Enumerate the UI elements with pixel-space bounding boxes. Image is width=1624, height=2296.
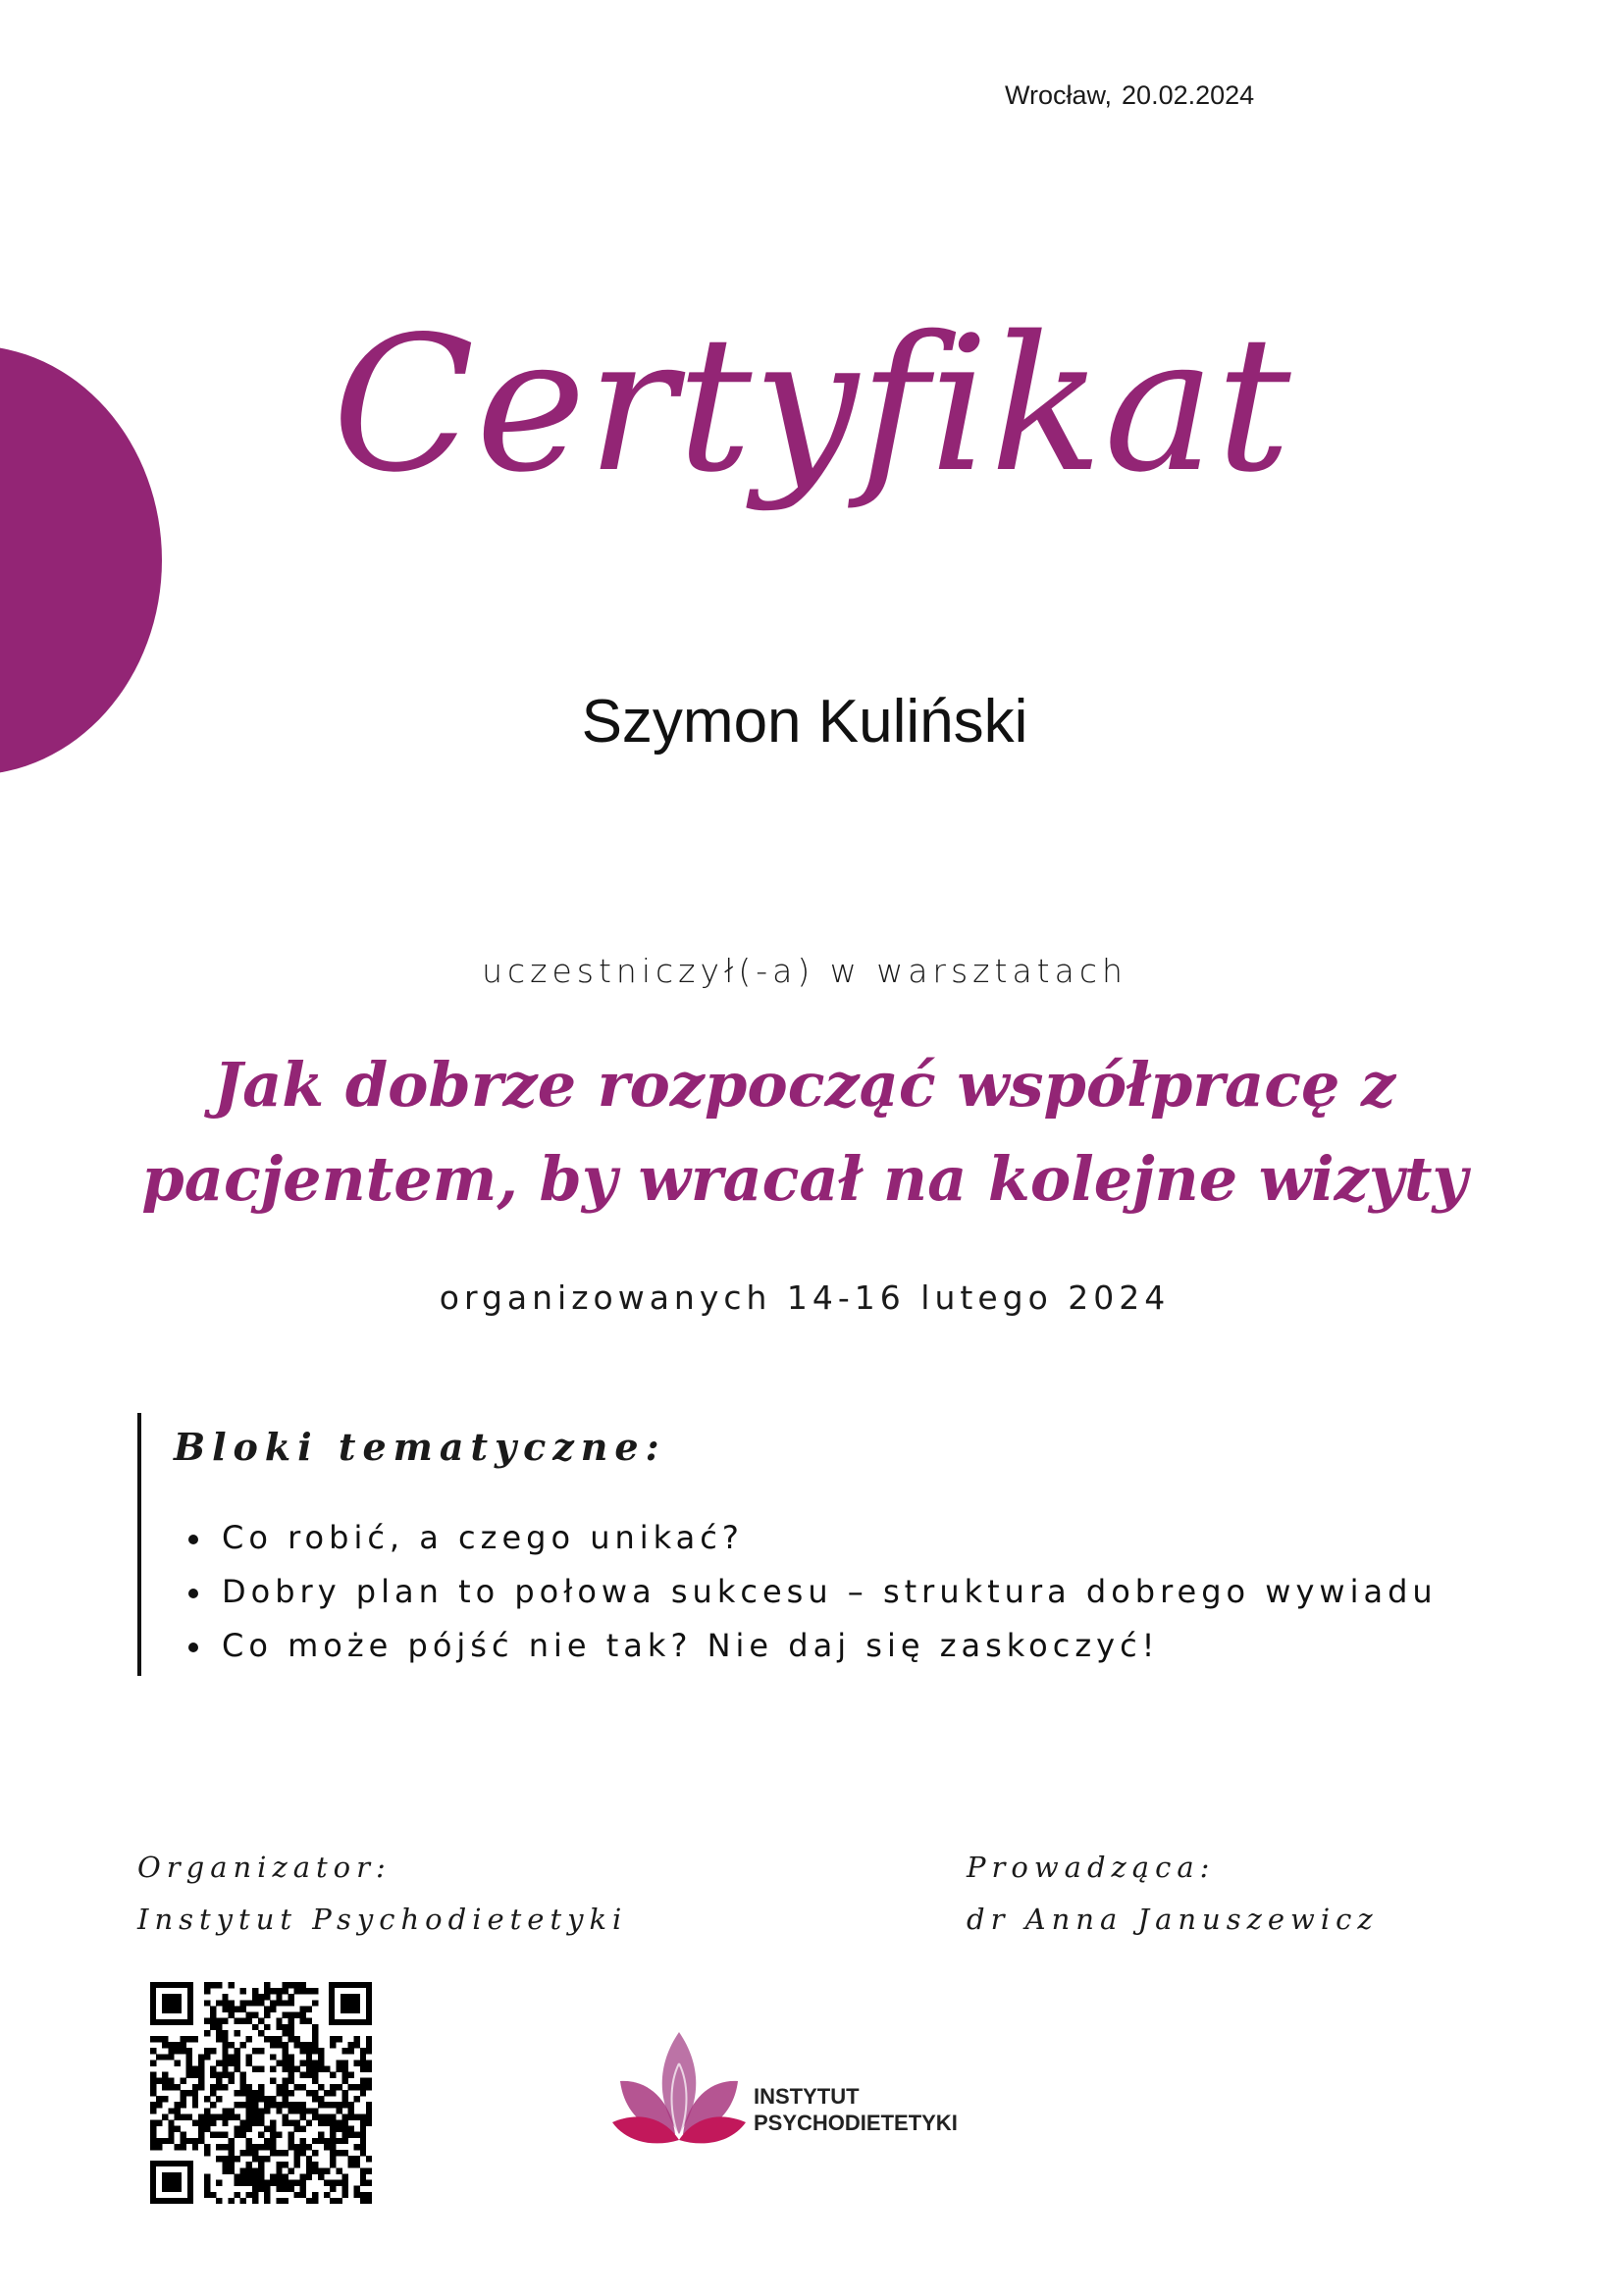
participation-statement: uczestniczył(-a) w warsztatach	[482, 952, 1127, 990]
issue-date-value: 20.02.2024	[1122, 80, 1255, 110]
topic-item: Dobry plan to połowa sukcesu – struktura dobrego wywiadu	[188, 1565, 1438, 1619]
workshop-title-line1: Jak dobrze rozpocząć współpracę z	[213, 1049, 1396, 1121]
qr-code-icon	[150, 1982, 372, 2204]
organizer-block	[137, 1842, 627, 1946]
topic-item: Co robić, a czego unikać?	[188, 1511, 1438, 1565]
logo-line1: INSTYTUT	[754, 2084, 860, 2109]
organizer-name: Instytut Psychodietetyki	[137, 1903, 628, 1936]
issue-city: Wrocław,	[1005, 80, 1113, 110]
lotus-icon	[610, 2024, 748, 2162]
logo-text	[754, 2083, 958, 2136]
topics-heading: Bloki tematyczne:	[174, 1425, 666, 1469]
logo-line2: PSYCHODIETETYKI	[754, 2111, 958, 2135]
topics-section	[137, 1413, 1515, 1676]
host-name: dr Anna Januszewicz	[967, 1903, 1379, 1936]
participant-name: Szymon Kuliński	[581, 688, 1028, 756]
host-block	[967, 1842, 1379, 1946]
host-label: Prowadząca:	[967, 1851, 1216, 1884]
workshop-dates: organizowanych 14-16 lutego 2024	[439, 1278, 1171, 1317]
workshop-title-line2: pacjentem, by wracał na kolejne wizyty	[141, 1143, 1468, 1215]
institute-logo	[610, 2024, 1022, 2162]
topic-item: Co może pójść nie tak? Nie daj się zaskoczyć!	[188, 1619, 1438, 1673]
topics-list	[188, 1511, 1438, 1673]
organizer-label: Organizator:	[137, 1851, 392, 1884]
certificate-title: Certyfikat	[332, 296, 1292, 513]
workshop-title	[0, 1038, 1609, 1226]
issue-date	[1005, 80, 1254, 111]
